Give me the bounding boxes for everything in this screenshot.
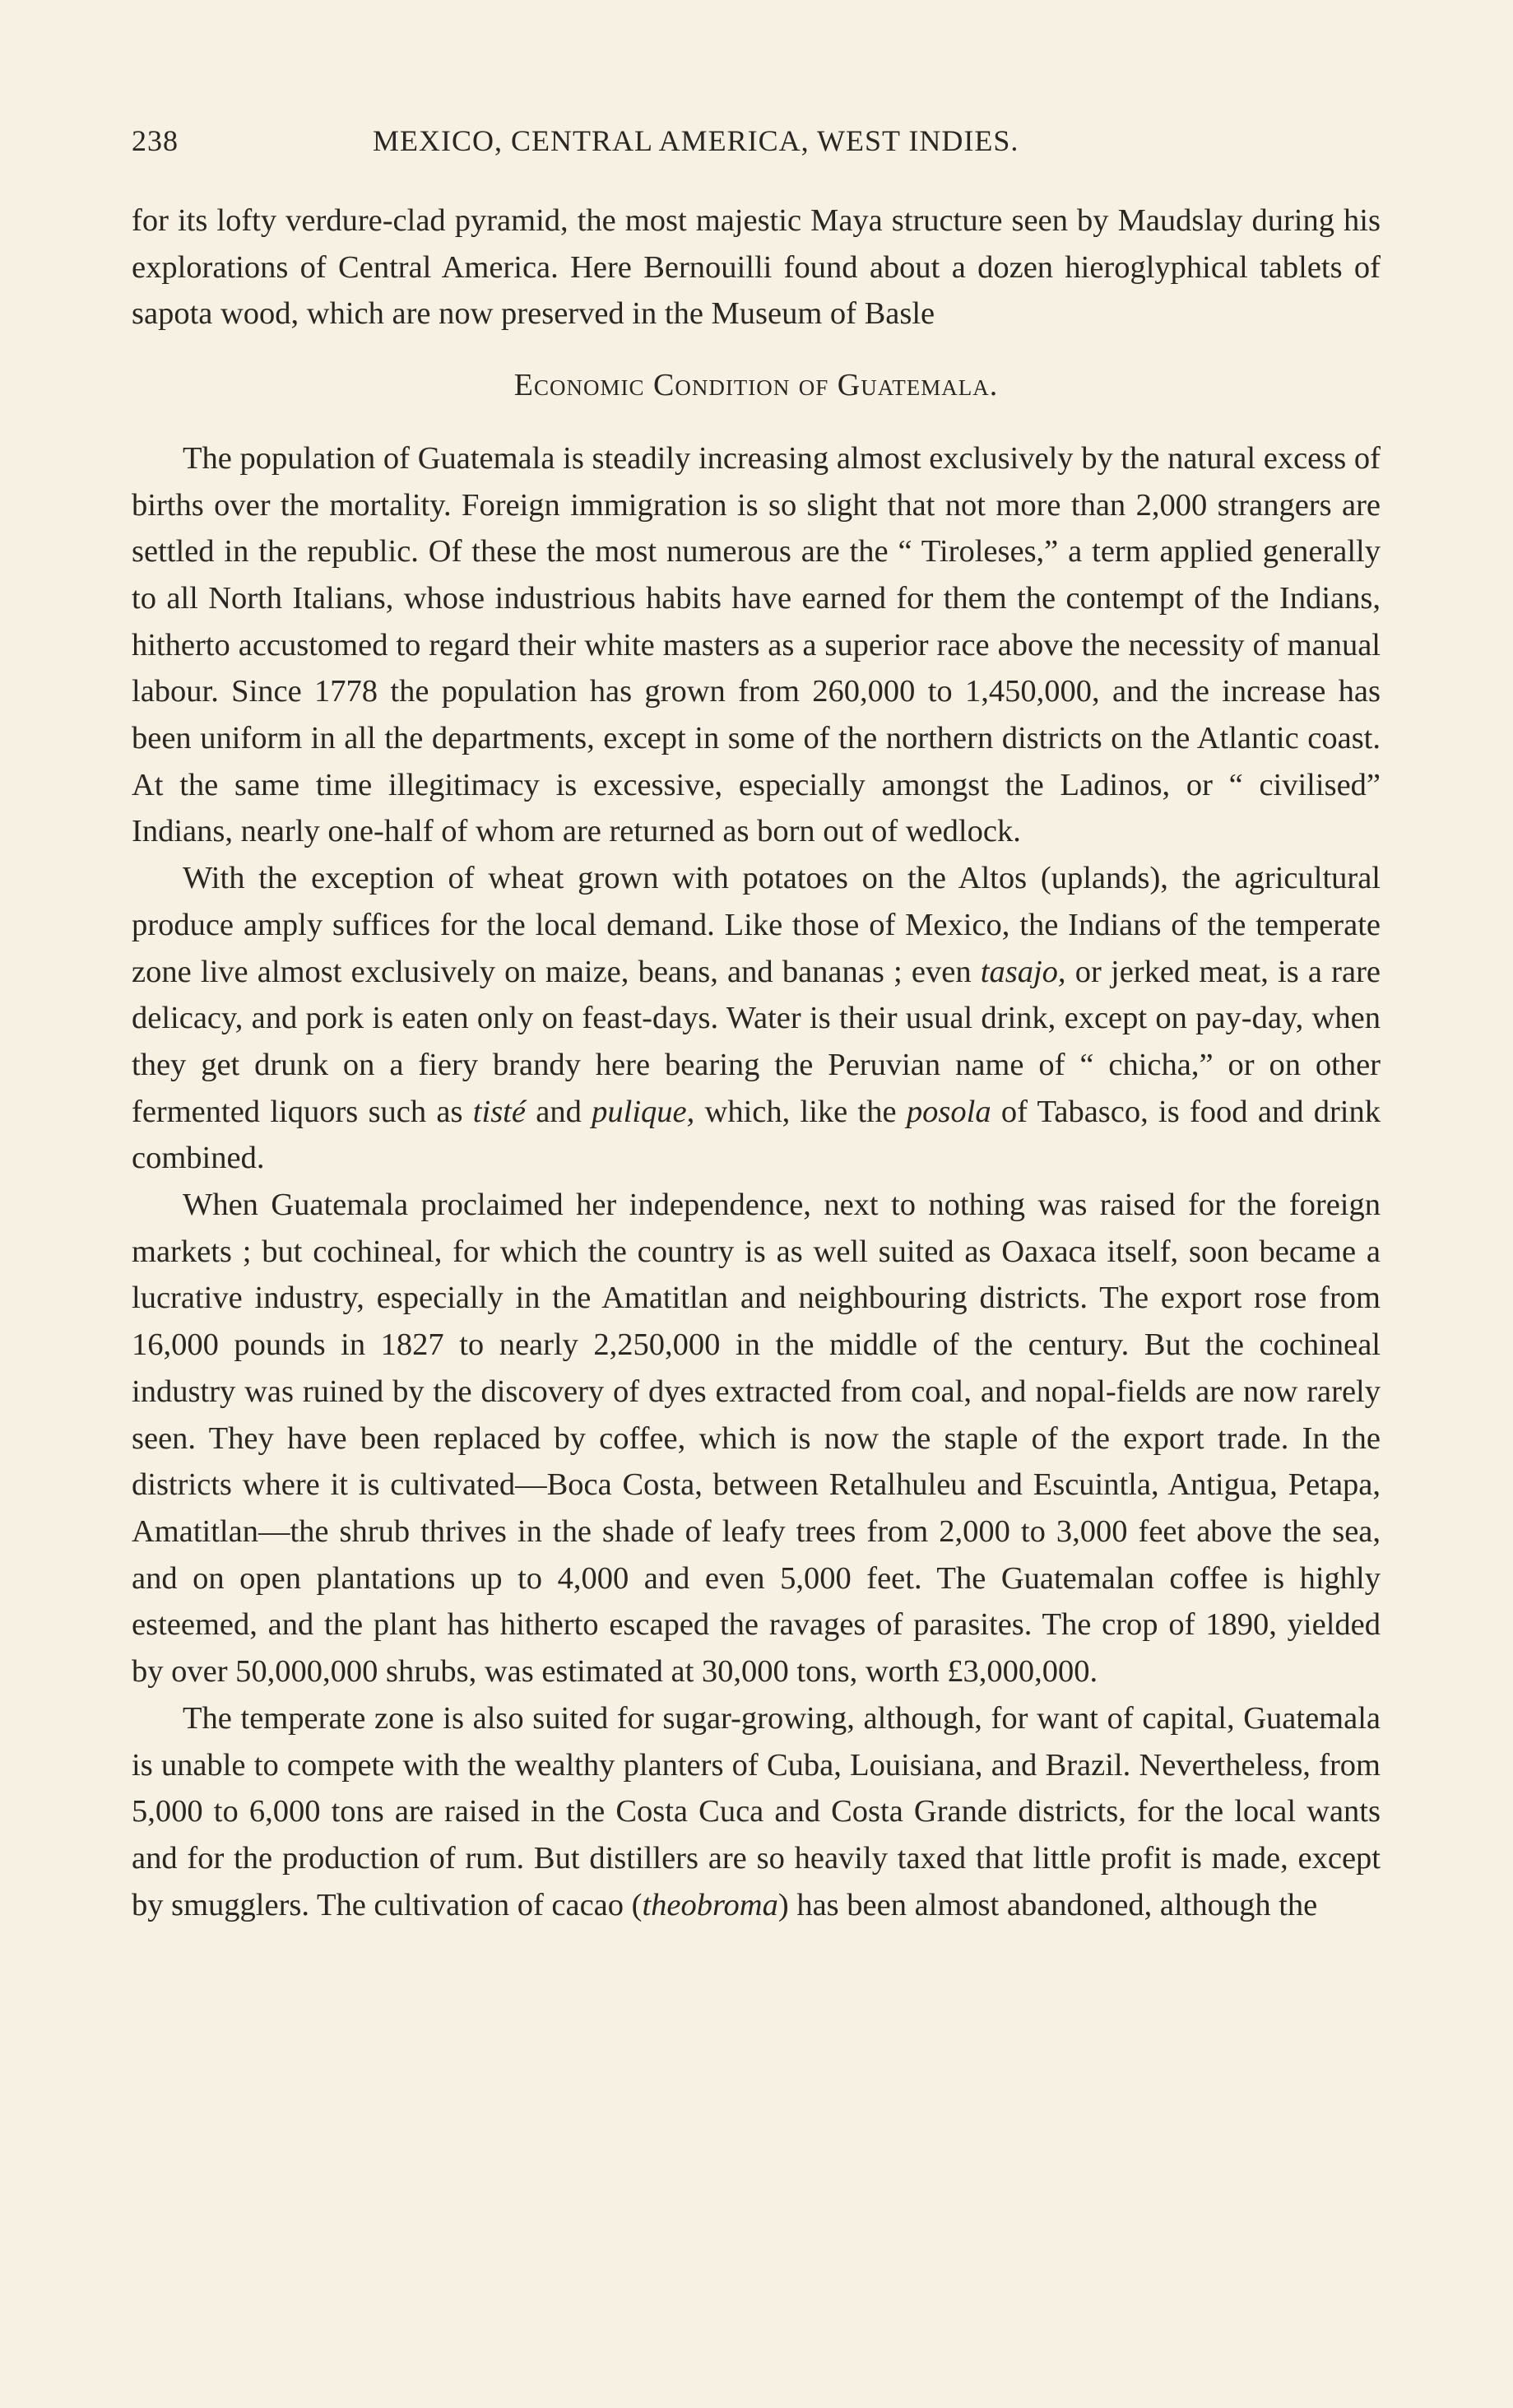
italic-term-posola: posola (906, 1094, 991, 1129)
text-run: ) has been almost abandoned, although the (777, 1887, 1318, 1922)
italic-term-theobroma: theobroma (642, 1887, 778, 1922)
text-run: With the exception of wheat grown with potatoes on the Altos (uplands), the agricultural produce amply suffices for the local demand. Like those of Mexico, the Indians of the temperate zone live almost exclusively on maize, beans, and bananas ; even (132, 861, 1381, 989)
italic-term-pulique: pulique, (592, 1094, 695, 1129)
italic-term-tiste: tisté (472, 1094, 526, 1129)
paragraph-agriculture (132, 855, 1381, 1182)
text-run: of Tabasco, is food and drink combined. (132, 1094, 1381, 1176)
paragraph-cochineal-coffee: When Guatemala proclaimed her independence, next to nothing was raised for the foreign markets ; but cochineal, for which the country is as well suited as Oaxaca itself, soon became a lucrative industry, especially in the Amatitlan and neighbouring districts. The export rose from 16,000 pounds in 1827 to nearly 2,250,000 in the middle of the century. But the cochineal industry was ruined by the discovery of dyes extracted from coal, and nopal-fields are now rarely seen. They have been replaced by coffee, which is now the staple of the export trade. In the districts where it is cultivated—Boca Costa, between Retalhuleu and Escuintla, Antigua, Petapa, Amatitlan—the shrub thrives in the shade of leafy trees from 2,000 to 3,000 feet above the sea, and on open plantations up to 4,000 and even 5,000 feet. The Guatemalan coffee is highly esteemed, and the plant has hitherto escaped the ravages of parasites. The crop of 1890, yielded by over 50,000,000 shrubs, was estimated at 30,000 tons, worth £3,000,000. (132, 1188, 1381, 1690)
text-run: The temperate zone is also suited for sugar-growing, although, for want of capital, Guatemala is unable to compete with the wealthy planters of Cuba, Louisiana, and Brazil. Nevertheless, from 5,000 to 6,000 tons are raised in the Costa Cuca and Costa Grande districts, for the local wants and for the production of rum. But distillers are so heavily taxed that little profit is made, except by smugglers. The cultivation of cacao ( (132, 1700, 1381, 1922)
text-run: and (525, 1094, 592, 1129)
text-run: which, like the (694, 1094, 907, 1129)
running-title: MEXICO, CENTRAL AMERICA, WEST INDIES. (373, 124, 1019, 157)
text-run: or jerked meat, is a rare delicacy, and pork is eaten only on feast-days. Water is their usual drink, except on pay-day, when they get drunk on a fiery brandy here bearing the Peruvian name of “ chicha,” or on other fermented liquors such as (132, 954, 1381, 1129)
page-header (132, 123, 1382, 165)
body-text (132, 198, 1381, 1928)
page-number: 238 (132, 124, 179, 157)
section-heading: Economic Condition of Guatemala. (513, 368, 999, 403)
continuation-paragraph: for its lofty verdure-clad pyramid, the most majestic Maya structure seen by Maudslay during his explorations of Central America. Here Bernouilli found about a dozen hieroglyphical tablets of sapota wood, which are now preserved in the Museum of Basle (132, 203, 1381, 332)
paragraph-population: The population of Guatemala is steadily increasing almost exclusively by the natural excess of births over the mortality. Foreign immigration is so slight that not more than 2,000 strangers are settled in the republic. Of these the most numerous are the “ Tiroleses,” a term applied generally to all North Italians, whose industrious habits have earned for them the contempt of the Indians, hitherto accustomed to regard their white masters as a superior race above the necessity of manual labour. Since 1778 the population has grown from 260,000 to 1,450,000, and the increase has been uniform in all the departments, except in some of the northern districts on the Atlantic coast. At the same time illegitimacy is excessive, especially amongst the Ladinos, or “ civilised” Indians, nearly one-half of whom are returned as born out of wedlock. (132, 440, 1381, 849)
paragraph-sugar-cacao (132, 1695, 1381, 1929)
italic-term-tasajo: tasajo, (980, 954, 1066, 989)
